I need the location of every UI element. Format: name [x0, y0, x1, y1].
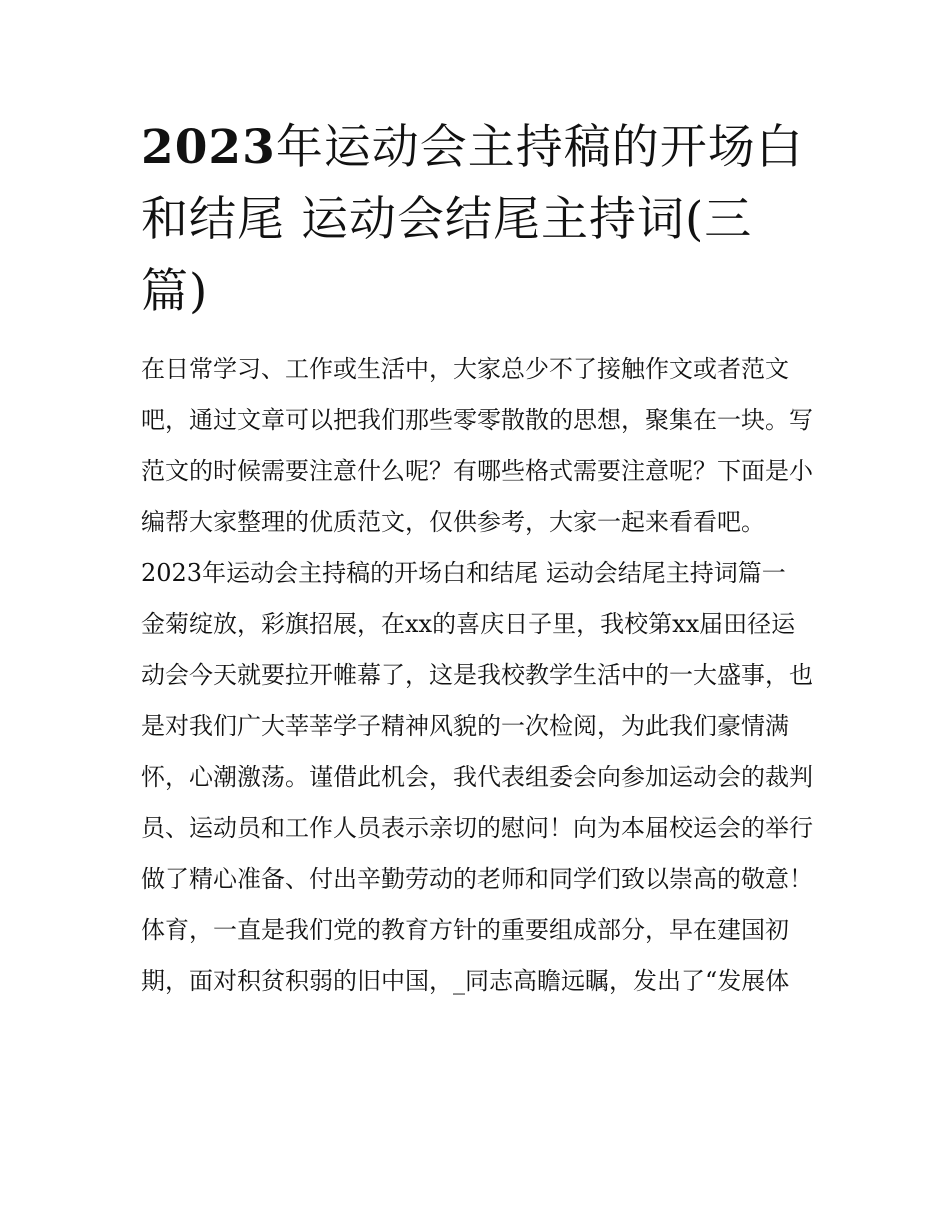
title-text: 年运动会主持稿的开场白和结尾 运动会结尾主持词(三篇) [141, 120, 804, 319]
paragraph-sports: 体育，一直是我们党的教育方针的重要组成部分，早在建国初期，面对积贫积弱的旧中国，_同志高瞻远瞩，发出了“发展体 [141, 916, 790, 995]
document-title [141, 112, 813, 328]
document-body [141, 344, 813, 1007]
paragraph-intro: 在日常学习、工作或生活中，大家总少不了接触作文或者范文吧，通过文章可以把我们那些零零散散的思想，聚集在一块。写范文的时候需要注意什么呢？有哪些格式需要注意呢？下面是小编帮大家整理的优质范文，仅供参考，大家一起来看看吧。 [141, 355, 813, 536]
paragraph-section-heading: 2023年运动会主持稿的开场白和结尾 运动会结尾主持词篇一 [141, 559, 786, 587]
paragraph-opening: 金菊绽放，彩旗招展，在xx的喜庆日子里，我校第xx届田径运动会今天就要拉开帷幕了，这是我校教学生活中的一大盛事，也是对我们广大莘莘学子精神风貌的一次检阅，为此我们豪情满怀，心潮激荡。谨借此机会，我代表组委会向参加运动会的裁判员、运动员和工作人员表示亲切的慰问！向为本届校运会的举行做了精心准备、付出辛勤劳动的老师和同学们致以崇高的敬意！ [141, 610, 813, 893]
document-page [141, 112, 813, 1007]
title-year: 2023 [141, 120, 276, 175]
